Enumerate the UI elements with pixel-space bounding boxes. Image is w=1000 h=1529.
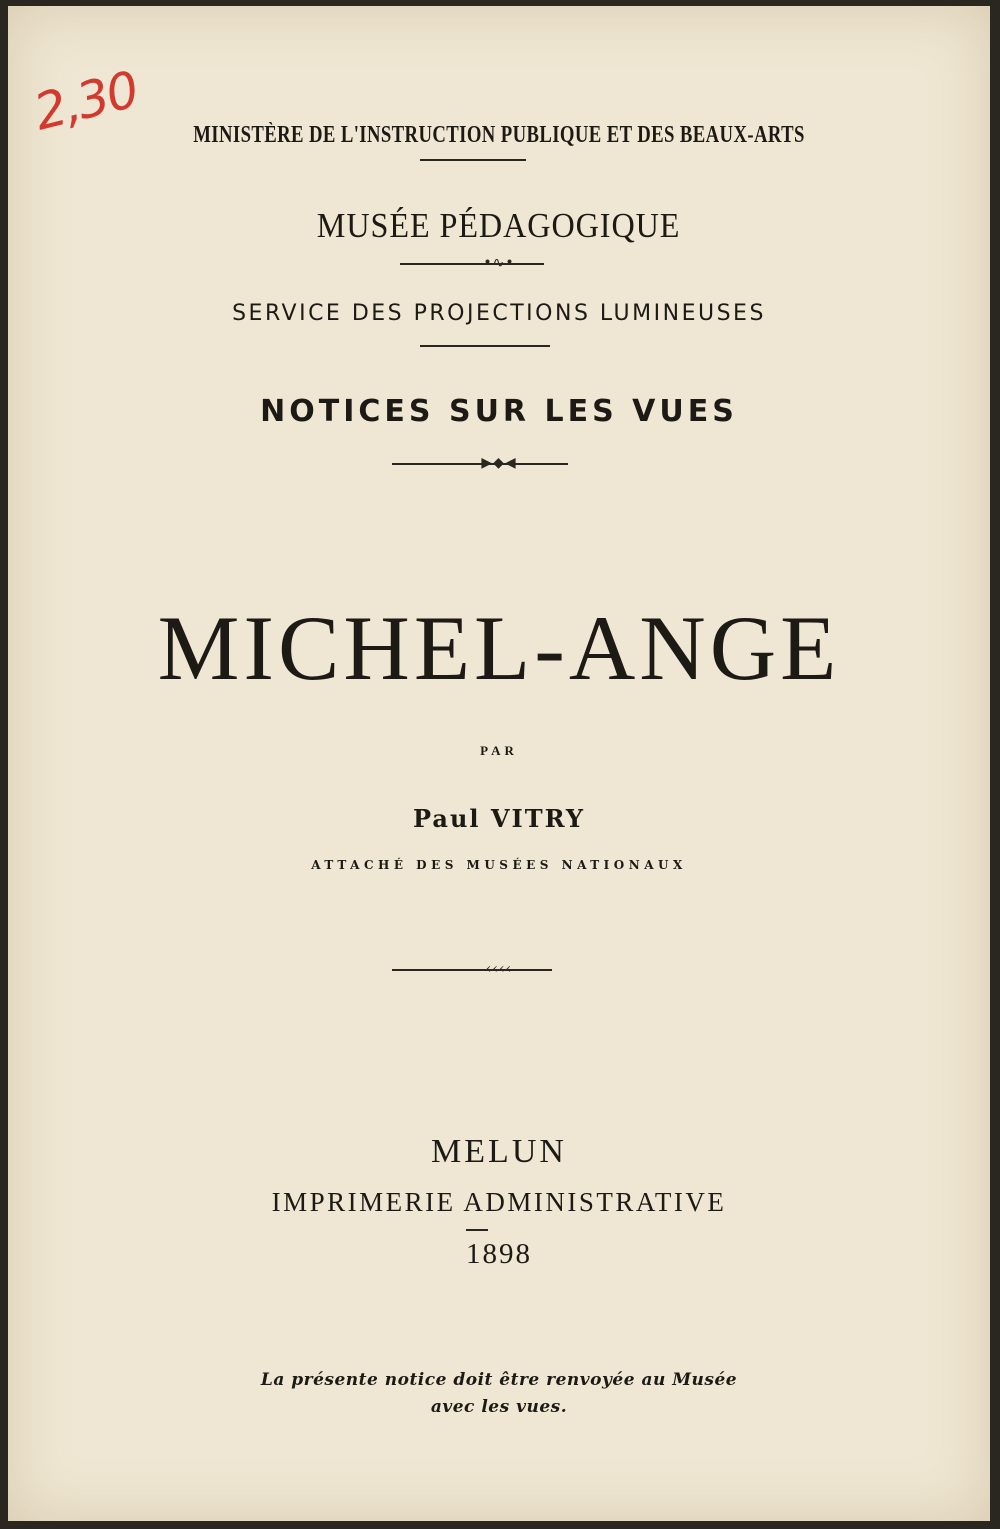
printer: IMPRIMERIE ADMINISTRATIVE — [271, 1187, 727, 1217]
ornament-flourish-icon: •∿• — [483, 255, 515, 271]
city: MELUN — [431, 1133, 567, 1170]
ministry-heading: MINISTÈRE DE L'INSTRUCTION PUBLIQUE ET DES BEAUX-ARTS — [193, 122, 805, 148]
divider-rule — [420, 345, 550, 347]
printer-wrap — [8, 1187, 990, 1218]
ornament-flourish-icon: ‹‹‹‹ — [485, 961, 513, 977]
service-heading-wrap — [8, 301, 990, 326]
ministry-heading-wrap — [8, 122, 990, 149]
service-heading: SERVICE DES PROJECTIONS LUMINEUSES — [232, 301, 766, 326]
year-wrap — [8, 1238, 990, 1271]
ornament-flourish-icon: ▶◆◀ — [481, 455, 517, 471]
footer-line1-wrap — [8, 1370, 990, 1390]
city-wrap — [8, 1133, 990, 1171]
author-title: ATTACHÉ DES MUSÉES NATIONAUX — [311, 858, 687, 872]
divider-rule — [420, 159, 526, 161]
dash-rule — [466, 1229, 488, 1231]
year: 1898 — [466, 1238, 532, 1270]
notices-heading: NOTICES SUR LES VUES — [260, 394, 738, 429]
par-label: PAR — [480, 743, 518, 758]
subject-title-wrap — [8, 598, 990, 698]
author-name: Paul VITRY — [413, 804, 585, 833]
notices-heading-wrap — [8, 394, 990, 429]
museum-heading-wrap — [8, 206, 990, 246]
footer-line2-wrap — [8, 1397, 990, 1417]
author-wrap — [8, 804, 990, 833]
handwritten-price-note: 2,30 — [28, 60, 143, 142]
document-cover — [8, 6, 990, 1521]
museum-heading: MUSÉE PÉDAGOGIQUE — [317, 206, 681, 245]
footer-note-line1: La présente notice doit être renvoyée au Musée — [260, 1370, 738, 1390]
par-wrap — [8, 740, 990, 759]
subject-title: MICHEL-ANGE — [157, 597, 841, 699]
author-title-wrap — [8, 854, 990, 873]
footer-note-line2: avec les vues. — [430, 1397, 568, 1417]
